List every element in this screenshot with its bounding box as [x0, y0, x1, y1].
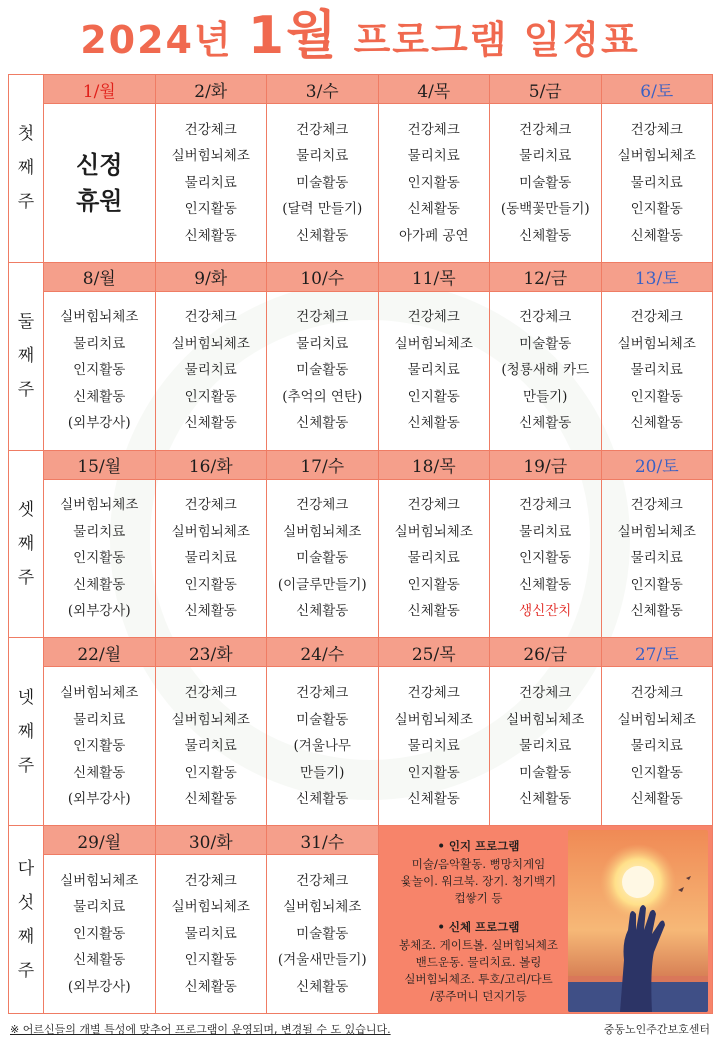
activity-item: 실버힘뇌체조: [394, 711, 473, 728]
week-body-row: [9, 104, 713, 263]
activity-item: 신체활동: [73, 952, 126, 969]
activity-item: 인지활동: [73, 738, 126, 755]
activity-item: 신체활동: [184, 791, 237, 808]
activity-item: (달력 만들기): [282, 201, 363, 218]
day-cell: [44, 855, 156, 1014]
activity-item: 건강체크: [296, 121, 349, 138]
activity-item: 실버힘뇌체조: [171, 148, 250, 165]
activity-item: 건강체크: [630, 309, 683, 326]
activity-item: 물리치료: [73, 711, 126, 728]
program-info-panel: [378, 826, 713, 1014]
day-header: 12/금: [490, 262, 602, 291]
activity-item: 미술활동: [296, 550, 349, 567]
activity-item: 인지활동: [184, 764, 237, 781]
activity-item: (이글루만들기): [277, 576, 367, 593]
day-cell: [155, 291, 267, 450]
activity-item: 물리치료: [519, 523, 572, 540]
activity-item: 건강체크: [184, 872, 237, 889]
activity-item: 신체활동: [407, 415, 460, 432]
activity-item: (추억의 연탄): [282, 388, 363, 405]
schedule-table: [8, 74, 713, 1014]
footnote: ※ 어르신들의 개별 특성에 맞추어 프로그램이 운영되며, 변경될 수 도 있습니다.: [10, 1023, 391, 1036]
activity-item: 물리치료: [519, 148, 572, 165]
activity-item: 신체활동: [519, 791, 572, 808]
cognitive-program-line: 컵쌓기 등: [454, 891, 503, 906]
activity-item: 신체활동: [296, 227, 349, 244]
sunset-hand-illustration: [568, 830, 708, 1012]
activity-item: 건강체크: [519, 309, 572, 326]
week-header-row: [9, 262, 713, 291]
week-label: [9, 826, 44, 1014]
day-cell: [267, 291, 379, 450]
day-header: 31/수: [267, 826, 379, 855]
activity-item: 생신잔치: [519, 603, 572, 620]
day-header: 26/금: [490, 638, 602, 667]
activity-item: 인지활동: [407, 576, 460, 593]
activity-item: 건강체크: [519, 121, 572, 138]
day-header: 4/목: [378, 75, 490, 104]
week-label-char: 주: [17, 192, 35, 213]
activity-item: (동백꽃만들기): [500, 201, 590, 218]
week-label-char: 째: [17, 158, 35, 179]
day-header: 25/목: [378, 638, 490, 667]
day-cell: [601, 667, 713, 826]
physical-program-line: 밴드운동. 물리치료. 볼링: [415, 955, 542, 970]
activity-item: 물리치료: [184, 738, 237, 755]
day-header: 5/금: [490, 75, 602, 104]
physical-program-line: /콩주머니 던지기등: [430, 989, 527, 1004]
activity-item: 물리치료: [407, 148, 460, 165]
week-body-row: [9, 479, 713, 638]
activity-item: 인지활동: [519, 550, 572, 567]
week-label-char: 주: [17, 567, 35, 588]
activity-item: 물리치료: [630, 738, 683, 755]
activity-item: 실버힘뇌체조: [617, 148, 696, 165]
activity-item: 만들기): [300, 764, 345, 781]
day-cell: [267, 855, 379, 1014]
activity-item: 신체활동: [296, 978, 349, 995]
week-label-char: 째: [17, 346, 35, 367]
day-header: 15/월: [44, 450, 156, 479]
day-header: 20/토: [601, 450, 713, 479]
activity-item: 인지활동: [407, 764, 460, 781]
day-header: 29/월: [44, 826, 156, 855]
day-cell: [378, 104, 490, 263]
activity-item: 물리치료: [630, 550, 683, 567]
activity-item: 건강체크: [519, 685, 572, 702]
physical-program-line: 실버힘뇌체조. 투호/고리/다트: [404, 972, 553, 987]
day-header: 2/화: [155, 75, 267, 104]
physical-program-header: • 신체 프로그램: [437, 920, 520, 935]
activity-item: 실버힘뇌체조: [171, 335, 250, 352]
day-cell: [378, 479, 490, 638]
activity-item: 실버힘뇌체조: [283, 523, 362, 540]
day-header: 8/월: [44, 262, 156, 291]
day-header: 11/목: [378, 262, 490, 291]
week-label-char: 주: [17, 380, 35, 401]
activity-item: 신체활동: [407, 603, 460, 620]
activity-item: 미술활동: [519, 764, 572, 781]
day-cell: [267, 104, 379, 263]
week-label-char: 첫: [17, 124, 35, 145]
day-header: 27/토: [601, 638, 713, 667]
activity-item: 실버힘뇌체조: [171, 899, 250, 916]
day-header: 1/월: [44, 75, 156, 104]
activity-item: 신체활동: [296, 415, 349, 432]
activity-item: 신체활동: [630, 415, 683, 432]
activity-item: 인지활동: [407, 388, 460, 405]
activity-item: (겨울새만들기): [277, 952, 367, 969]
activity-item: 물리치료: [630, 174, 683, 191]
activity-item: 인지활동: [73, 550, 126, 567]
activity-item: 신체활동: [407, 791, 460, 808]
activity-item: 건강체크: [296, 309, 349, 326]
activity-item: 물리치료: [407, 550, 460, 567]
day-cell: [155, 855, 267, 1014]
day-cell: [155, 667, 267, 826]
week-label-char: 섯: [17, 892, 35, 913]
activity-item: 미술활동: [296, 362, 349, 379]
activity-item: 실버힘뇌체조: [506, 711, 585, 728]
spacer: [381, 907, 577, 919]
week-label-char: 째: [17, 533, 35, 554]
activity-item: 인지활동: [184, 201, 237, 218]
activity-item: 건강체크: [184, 121, 237, 138]
activity-item: 신체활동: [73, 388, 126, 405]
activity-item: 인지활동: [73, 925, 126, 942]
week-label: [9, 262, 44, 450]
activity-item: 건강체크: [519, 497, 572, 514]
activity-item: 인지활동: [184, 576, 237, 593]
week-label-char: 주: [17, 960, 35, 981]
day-header: 18/목: [378, 450, 490, 479]
activity-item: 물리치료: [73, 523, 126, 540]
activity-item: 물리치료: [184, 362, 237, 379]
day-header: 13/토: [601, 262, 713, 291]
activity-item: 신체활동: [296, 791, 349, 808]
activity-item: 물리치료: [296, 148, 349, 165]
activity-item: 인지활동: [184, 952, 237, 969]
activity-item: 실버힘뇌체조: [617, 711, 696, 728]
activity-item: 건강체크: [184, 685, 237, 702]
day-cell: [601, 104, 713, 263]
activity-item: 인지활동: [630, 576, 683, 593]
activity-item: 신체활동: [519, 227, 572, 244]
activity-item: 실버힘뇌체조: [60, 497, 139, 514]
day-header: 19/금: [490, 450, 602, 479]
activity-item: 실버힘뇌체조: [617, 523, 696, 540]
activity-item: 신체활동: [630, 227, 683, 244]
activity-item: 미술활동: [519, 174, 572, 191]
activity-item: (외부강사): [67, 415, 131, 432]
activity-item: (청룡새해 카드: [501, 362, 590, 379]
activity-item: 미술활동: [296, 711, 349, 728]
activity-item: 실버힘뇌체조: [617, 335, 696, 352]
activity-item: 신체활동: [296, 603, 349, 620]
holiday-text: 휴원: [76, 185, 123, 215]
day-cell: [44, 291, 156, 450]
activity-item: 실버힘뇌체조: [60, 872, 139, 889]
activity-item: 신체활동: [184, 603, 237, 620]
activity-item: 아가페 공연: [399, 227, 469, 244]
activity-item: 물리치료: [519, 738, 572, 755]
day-header: 22/월: [44, 638, 156, 667]
activity-item: 건강체크: [630, 497, 683, 514]
week-header-row: [9, 826, 713, 855]
activity-item: 물리치료: [296, 335, 349, 352]
week-label-char: 넷: [17, 687, 35, 708]
activity-item: 건강체크: [630, 685, 683, 702]
activity-item: 신체활동: [630, 791, 683, 808]
activity-item: 물리치료: [184, 550, 237, 567]
activity-item: 신체활동: [184, 978, 237, 995]
week-header-row: [9, 75, 713, 104]
week-label-char: 둘: [17, 312, 35, 333]
day-header: 23/화: [155, 638, 267, 667]
day-cell: [490, 667, 602, 826]
activity-item: 신체활동: [184, 415, 237, 432]
activity-item: 건강체크: [630, 121, 683, 138]
day-header: 9/화: [155, 262, 267, 291]
activity-item: 물리치료: [73, 335, 126, 352]
activity-item: 실버힘뇌체조: [283, 899, 362, 916]
day-header: 3/수: [267, 75, 379, 104]
activity-item: 인지활동: [184, 388, 237, 405]
week-label: [9, 75, 44, 263]
day-cell: [490, 291, 602, 450]
day-cell: [44, 667, 156, 826]
activity-item: 실버힘뇌체조: [394, 523, 473, 540]
week-label-char: 주: [17, 755, 35, 776]
day-cell: [490, 479, 602, 638]
activity-item: 신체활동: [73, 576, 126, 593]
activity-item: 신체활동: [519, 576, 572, 593]
activity-item: 신체활동: [184, 227, 237, 244]
activity-item: 건강체크: [296, 497, 349, 514]
activity-item: (외부강사): [67, 978, 131, 995]
activity-item: 인지활동: [73, 362, 126, 379]
activity-item: (외부강사): [67, 603, 131, 620]
cognitive-program-line: 윷놀이. 워크북. 장기. 청기백기: [400, 874, 557, 889]
activity-item: 신체활동: [630, 603, 683, 620]
cognitive-program-header: • 인지 프로그램: [437, 839, 520, 854]
week-header-row: [9, 638, 713, 667]
day-cell: [267, 479, 379, 638]
week-label-char: 째: [17, 926, 35, 947]
day-header: 24/수: [267, 638, 379, 667]
activity-item: 실버힘뇌체조: [394, 335, 473, 352]
activity-item: (겨울나무: [293, 738, 351, 755]
page-title: 2024년 1월 프로그램 일정표: [80, 6, 640, 66]
day-cell: [378, 667, 490, 826]
activity-item: 건강체크: [296, 872, 349, 889]
day-cell: [601, 291, 713, 450]
day-cell: [44, 479, 156, 638]
day-cell: [490, 104, 602, 263]
week-label: [9, 638, 44, 826]
activity-item: 미술활동: [296, 925, 349, 942]
activity-item: 만들기): [523, 388, 568, 405]
activity-item: 실버힘뇌체조: [171, 711, 250, 728]
activity-item: 물리치료: [407, 362, 460, 379]
holiday-cell: [44, 104, 156, 263]
week-label-char: 셋: [17, 499, 35, 520]
day-header: 6/토: [601, 75, 713, 104]
activity-item: 물리치료: [184, 925, 237, 942]
day-header: 10/수: [267, 262, 379, 291]
activity-item: 인지활동: [630, 388, 683, 405]
day-cell: [267, 667, 379, 826]
week-header-row: [9, 450, 713, 479]
week-body-row: [9, 667, 713, 826]
activity-item: 신체활동: [519, 415, 572, 432]
activity-item: 건강체크: [184, 309, 237, 326]
activity-item: 실버힘뇌체조: [171, 523, 250, 540]
day-header: 16/화: [155, 450, 267, 479]
activity-item: 건강체크: [407, 685, 460, 702]
activity-item: 건강체크: [184, 497, 237, 514]
day-cell: [155, 479, 267, 638]
week-label-char: 다: [17, 858, 35, 879]
activity-item: 신체활동: [407, 201, 460, 218]
activity-item: 미술활동: [519, 335, 572, 352]
activity-item: (외부강사): [67, 791, 131, 808]
day-header: 30/화: [155, 826, 267, 855]
activity-item: 건강체크: [407, 497, 460, 514]
activity-item: 실버힘뇌체조: [60, 685, 139, 702]
day-cell: [601, 479, 713, 638]
activity-item: 물리치료: [184, 174, 237, 191]
day-header: 17/수: [267, 450, 379, 479]
activity-item: 건강체크: [407, 121, 460, 138]
activity-item: 건강체크: [407, 309, 460, 326]
center-name: 중동노인주간보호센터: [603, 1023, 710, 1036]
physical-program-line: 봉체조. 게이트볼. 실버힘뇌체조: [398, 938, 559, 953]
day-cell: [378, 291, 490, 450]
day-cell: [155, 104, 267, 263]
activity-item: 신체활동: [73, 764, 126, 781]
activity-item: 물리치료: [630, 362, 683, 379]
activity-item: 건강체크: [296, 685, 349, 702]
week-body-row: [9, 291, 713, 450]
cognitive-program-line: 미술/음악활동. 뻥망치게임: [411, 857, 546, 872]
activity-item: 인지활동: [407, 174, 460, 191]
activity-item: 실버힘뇌체조: [60, 309, 139, 326]
activity-item: 물리치료: [407, 738, 460, 755]
activity-item: 미술활동: [296, 174, 349, 191]
program-info-text: [381, 838, 577, 1005]
holiday-text: 신정: [76, 149, 123, 179]
activity-item: 인지활동: [630, 764, 683, 781]
activity-item: 물리치료: [73, 899, 126, 916]
week-label-char: 째: [17, 721, 35, 742]
week-label: [9, 450, 44, 638]
activity-item: 인지활동: [630, 201, 683, 218]
